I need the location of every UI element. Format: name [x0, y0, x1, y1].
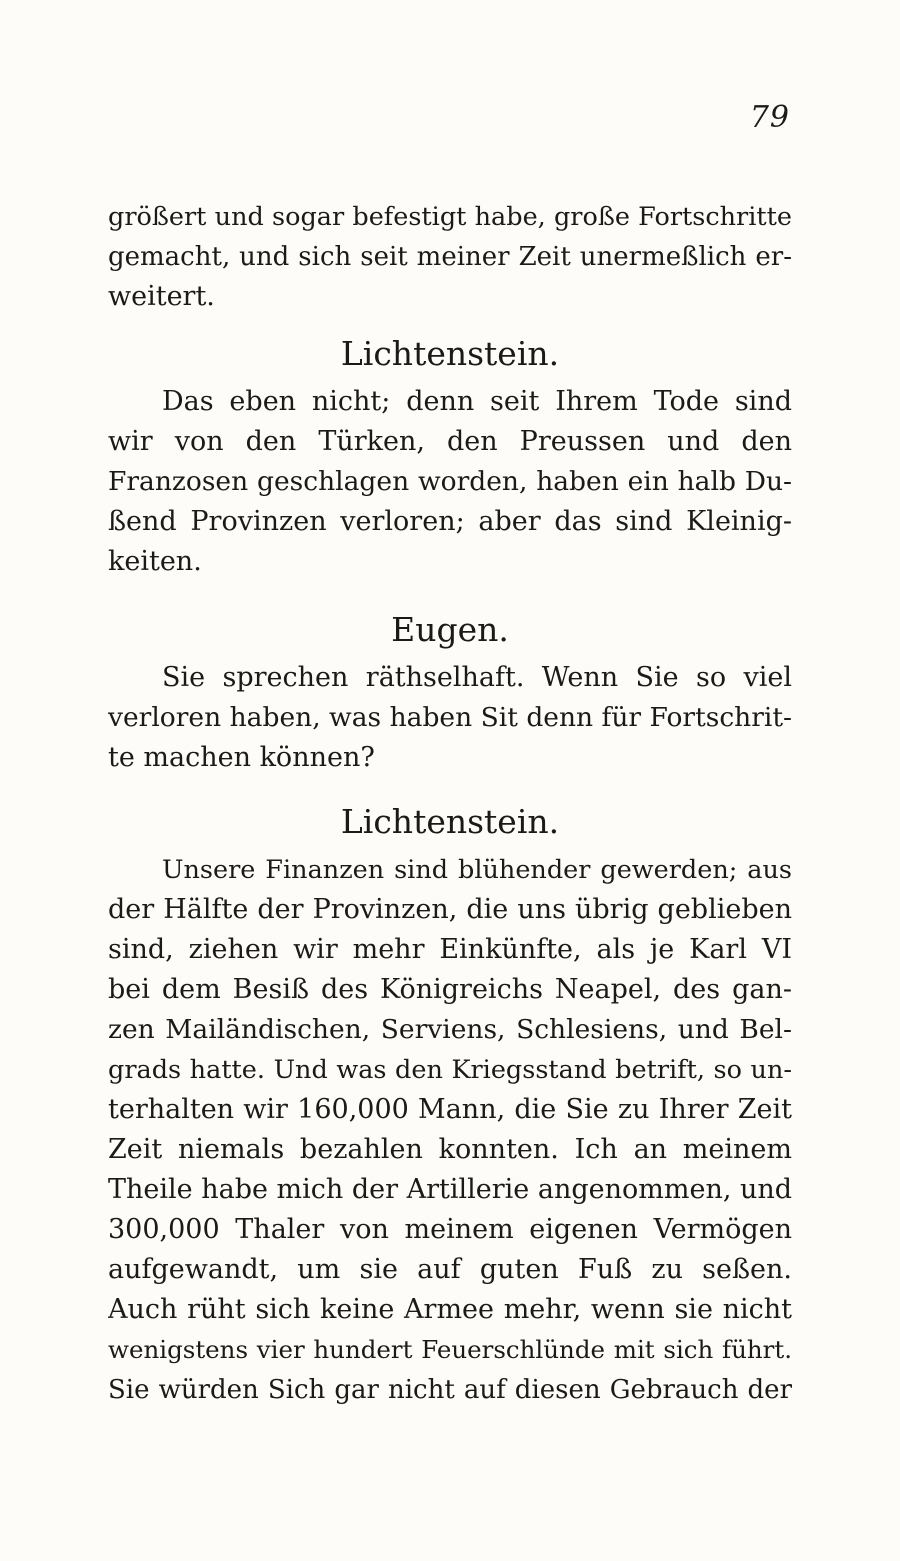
text-line: größert und sogar befestigt habe, große Fortschritte: [108, 202, 792, 232]
text-line: der Hälfte der Provinzen, die uns übrig geblieben: [108, 894, 792, 925]
text-line: Franzosen geschlagen worden, haben ein halb Du-: [108, 466, 792, 497]
text-line: Theile habe mich der Artillerie angenommen, und: [108, 1174, 792, 1205]
text-line: terhalten wir 160,000 Mann, die Sie zu Ihrer Zeit: [108, 1094, 792, 1125]
text-line: gemacht, und sich seit meiner Zeit unermeßlich er-: [108, 242, 792, 272]
speech-text: [108, 850, 792, 1410]
text-line: wir von den Türken, den Preussen und den: [108, 426, 792, 457]
speaker-name: Lichtenstein.: [340, 802, 560, 841]
speaker-name: Eugen.: [391, 610, 509, 649]
speech-eugen: [108, 602, 792, 778]
text-line: Zeit niemals bezahlen konnten. Ich an meinem: [108, 1134, 792, 1165]
text-line: ßend Provinzen verloren; aber das sind Kleinig-: [108, 506, 792, 537]
text-line: Sie würden Sich gar nicht auf diesen Gebrauch der: [108, 1375, 792, 1405]
text-line: aufgewandt, um sie auf guten Fuß zu seßen.: [108, 1254, 792, 1285]
text-line: sind, ziehen wir mehr Einkünfte, als je Karl VI: [108, 934, 792, 965]
text-line: verloren haben, was haben Sit denn für Fortschrit-: [108, 702, 792, 733]
speech-lichtenstein-1: [108, 326, 792, 582]
intro-paragraph: [108, 197, 792, 317]
text-line: Unsere Finanzen sind blühender gewerden; aus: [162, 855, 792, 885]
text-line: wenigstens vier hundert Feuerschlünde mit sich führt.: [108, 1335, 792, 1364]
text-line: bei dem Besiß des Königreichs Neapel, des gan-: [108, 974, 792, 1005]
text-line: zen Mailändischen, Serviens, Schlesiens, und Bel-: [108, 1014, 792, 1045]
speech-text: [108, 658, 792, 778]
speaker-name: Lichtenstein.: [340, 334, 560, 373]
page-number: 79: [749, 100, 790, 135]
text-line: keiten.: [108, 546, 202, 577]
text-line: Sie sprechen räthselhaft. Wenn Sie so viel: [162, 662, 792, 693]
text-line: Das eben nicht; denn seit Ihrem Tode sind: [162, 386, 792, 417]
speech-text: [108, 382, 792, 582]
text-line: weitert.: [108, 281, 215, 312]
speech-lichtenstein-2: [108, 794, 792, 1410]
text-line: Auch rüht sich keine Armee mehr, wenn sie nicht: [108, 1294, 792, 1325]
text-line: grads hatte. Und was den Kriegsstand betrift, so un-: [108, 1055, 792, 1085]
text-line: te machen können?: [108, 742, 375, 773]
text-line: 300,000 Thaler von meinem eigenen Vermögen: [108, 1214, 792, 1245]
